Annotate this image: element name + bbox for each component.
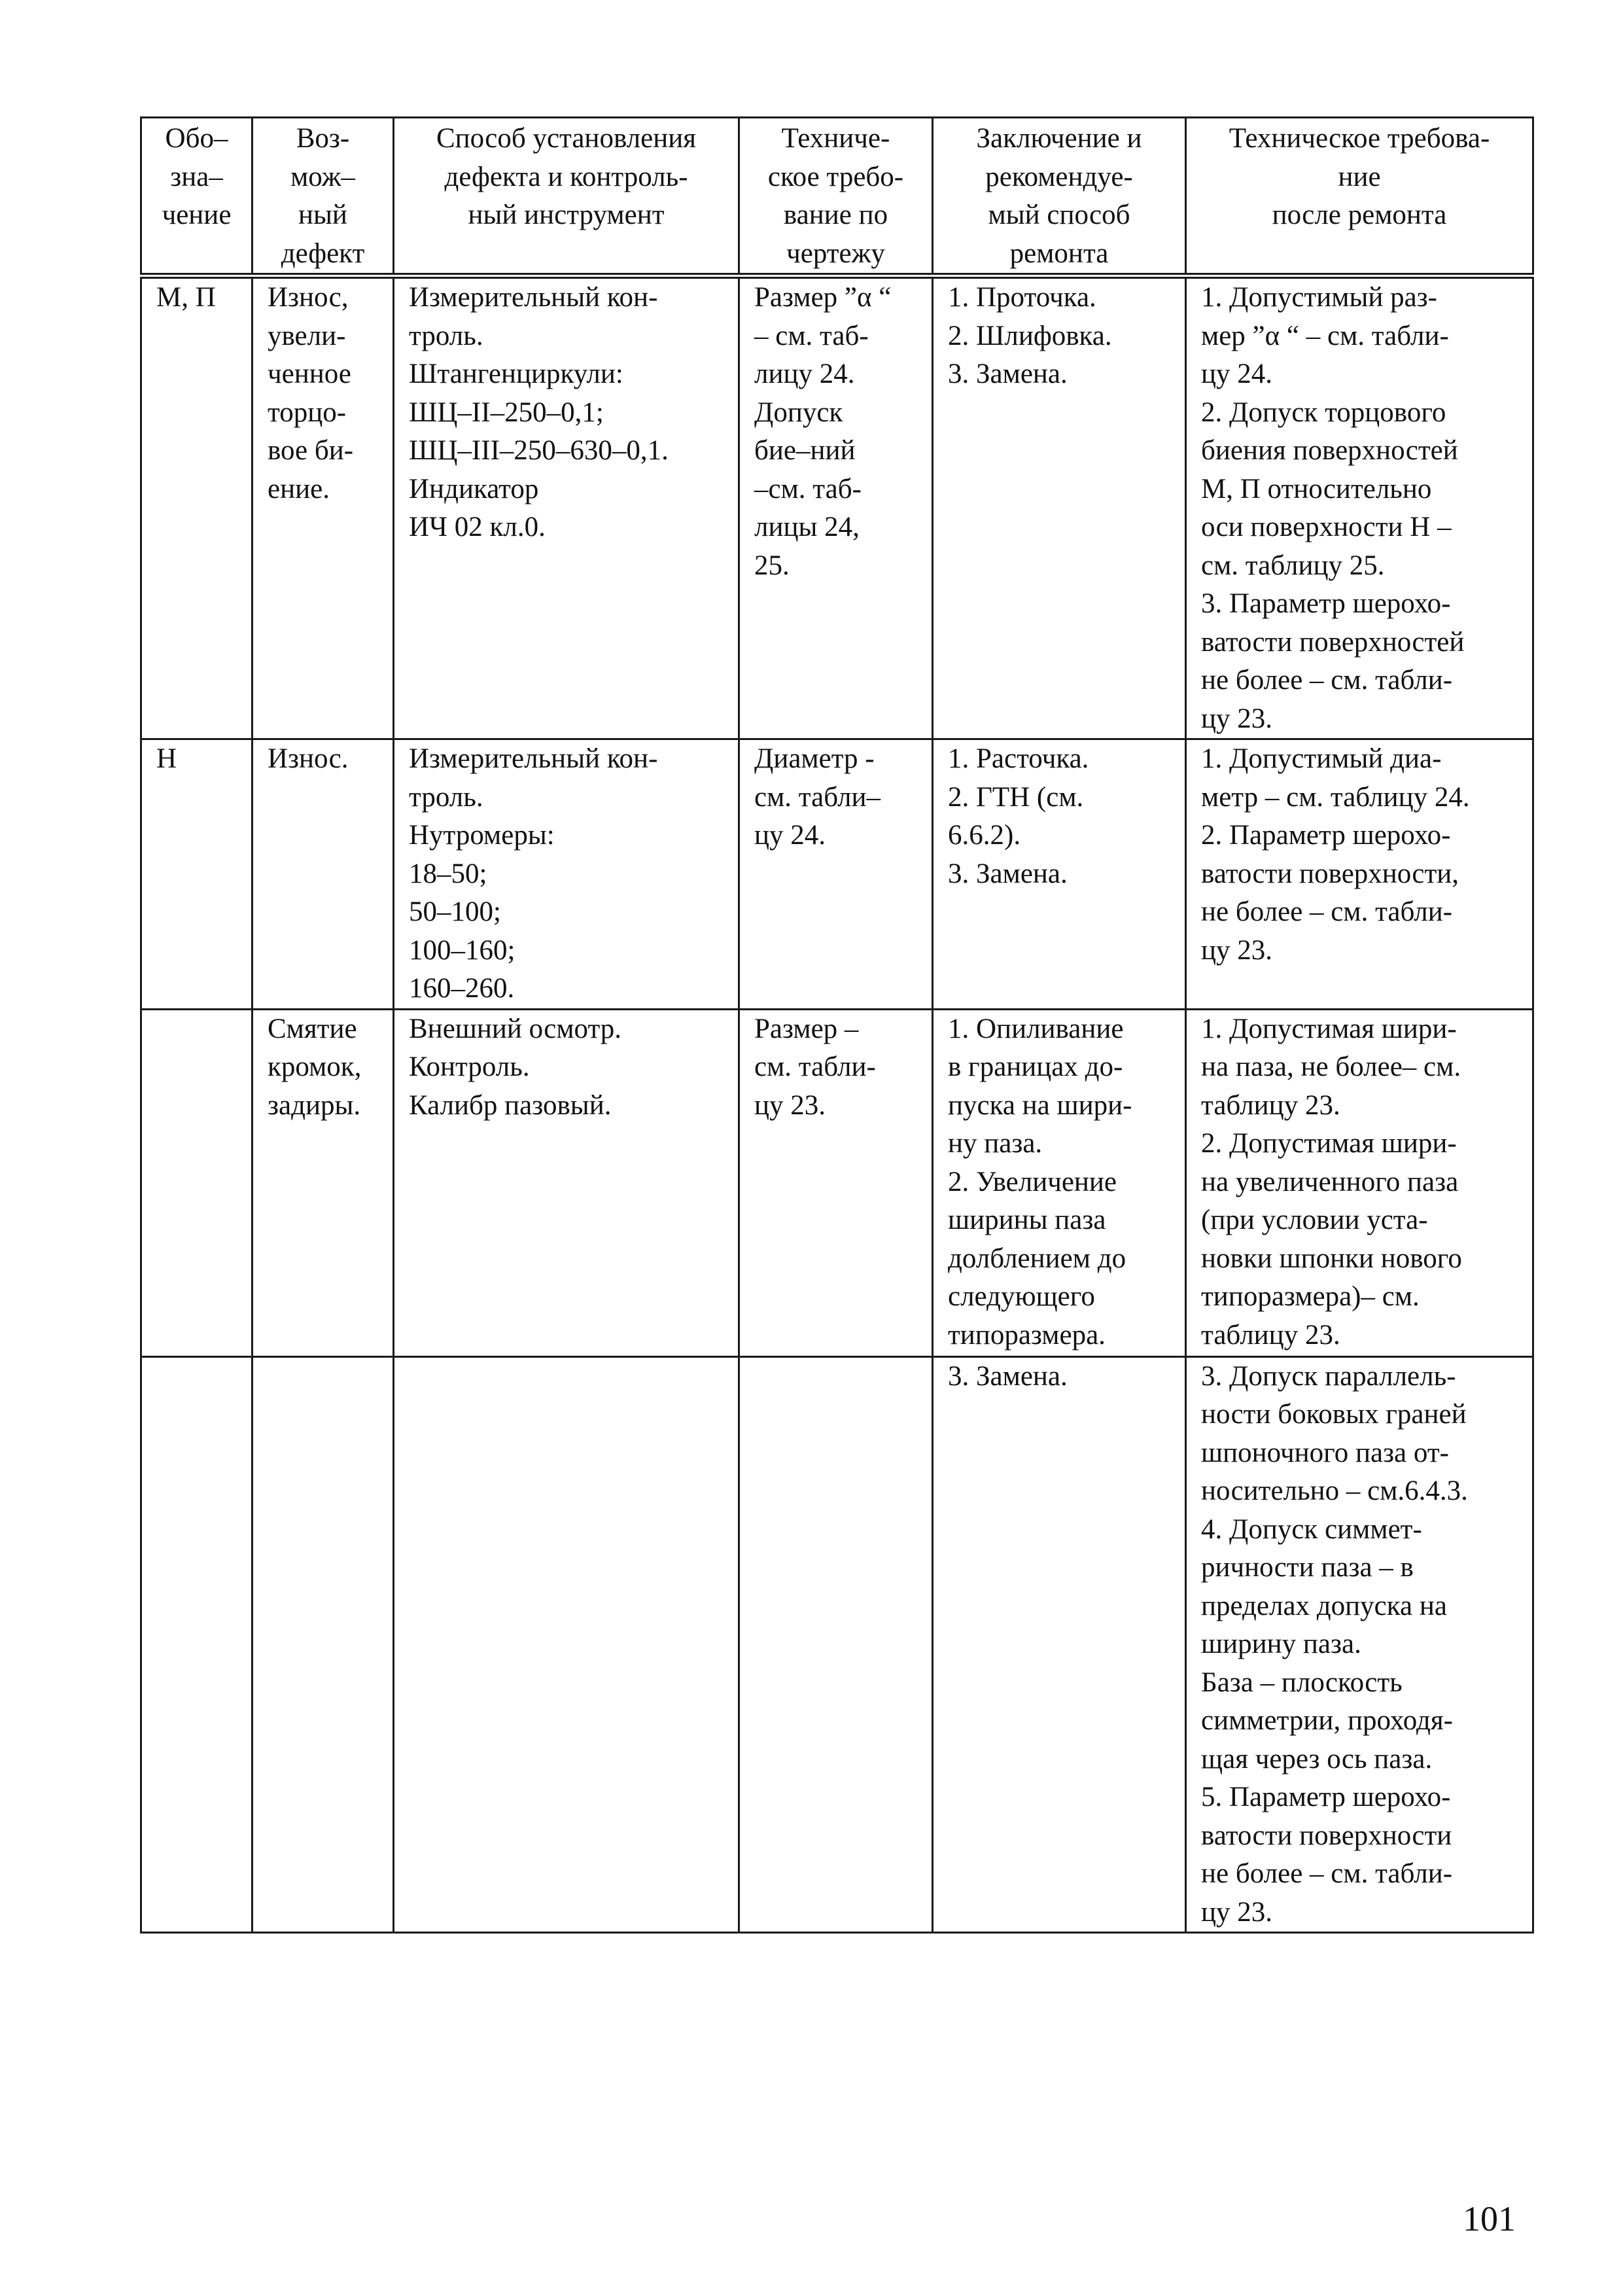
cell-after-repair: 3. Допуск параллель- ности боковых граней шпоночного паза от- носительно – см.6.4.3. 4. Допуск симмет- ричности паза – в пределах допуска на ширину паза. База – плоскость симметрии, проходя- щая через ось паза. 5. Параметр шерохо- ватости поверхности не более – см. табли- цу 23. bbox=[1186, 1356, 1533, 1933]
cell-drawing-requirement: Размер – см. табли- цу 23. bbox=[739, 1009, 933, 1356]
header-method: Способ установления дефекта и контроль- ный инструмент bbox=[394, 118, 739, 276]
cell-defect: Износ, увели- ченное торцо- вое би- ение. bbox=[253, 276, 394, 739]
cell-repair-method: 1. Опиливание в границах до- пуска на шири- ну паза. 2. Увеличение ширины паза долблением до следующего типоразмера. bbox=[933, 1009, 1186, 1356]
cell-after-repair: 1. Допустимый раз- мер ”α “ – см. табли- цу 24. 2. Допуск торцового биения поверхностей М, П относительно оси поверхности Н – см. таблицу 25. 3. Параметр шерохо- ватости поверхностей не более – см. табли- цу 23. bbox=[1186, 276, 1533, 739]
header-repair-method: Заключение и рекомендуе- мый способ ремонта bbox=[933, 118, 1186, 276]
cell-after-repair: 1. Допустимая шири- на паза, не более– см. таблицу 23. 2. Допустимая шири- на увеличенного паза (при условии уста- новки шпонки нового типоразмера)– см. таблицу 23. bbox=[1186, 1009, 1533, 1356]
cell-designation bbox=[141, 1356, 253, 1933]
cell-defect: Износ. bbox=[253, 739, 394, 1010]
page-number: 101 bbox=[1463, 2199, 1516, 2238]
table-row bbox=[141, 739, 1533, 1010]
cell-designation: Н bbox=[141, 739, 253, 1010]
cell-defect bbox=[253, 1356, 394, 1933]
cell-designation: М, П bbox=[141, 276, 253, 739]
cell-defect: Смятие кромок, задиры. bbox=[253, 1009, 394, 1356]
header-drawing-requirement: Техниче- ское требо- вание по чертежу bbox=[739, 118, 933, 276]
defect-table bbox=[140, 116, 1534, 1934]
table-row bbox=[141, 1356, 1533, 1933]
header-row bbox=[141, 118, 1533, 276]
header-designation: Обо– зна– чение bbox=[141, 118, 253, 276]
cell-designation bbox=[141, 1009, 253, 1356]
cell-method: Внешний осмотр. Контроль. Калибр пазовый. bbox=[394, 1009, 739, 1356]
header-defect: Воз- мож– ный дефект bbox=[253, 118, 394, 276]
cell-after-repair: 1. Допустимый диа- метр – см. таблицу 24. 2. Параметр шерохо- ватости поверхности, не более – см. табли- цу 23. bbox=[1186, 739, 1533, 1010]
cell-drawing-requirement bbox=[739, 1356, 933, 1933]
cell-repair-method: 1. Расточка. 2. ГТН (см. 6.6.2). 3. Замена. bbox=[933, 739, 1186, 1010]
cell-repair-method: 1. Проточка. 2. Шлифовка. 3. Замена. bbox=[933, 276, 1186, 739]
cell-method bbox=[394, 1356, 739, 1933]
table-row bbox=[141, 276, 1533, 739]
cell-drawing-requirement: Диаметр - см. табли– цу 24. bbox=[739, 739, 933, 1010]
header-after-repair: Техническое требова- ние после ремонта bbox=[1186, 118, 1533, 276]
cell-drawing-requirement: Размер ”α “ – см. таб- лицу 24. Допуск бие–ний –см. таб- лицы 24, 25. bbox=[739, 276, 933, 739]
cell-repair-method: 3. Замена. bbox=[933, 1356, 1186, 1933]
cell-method: Измерительный кон- троль. Нутромеры: 18–50; 50–100; 100–160; 160–260. bbox=[394, 739, 739, 1010]
cell-method: Измерительный кон- троль. Штангенциркули: ШЦ–II–250–0,1; ШЦ–III–250–630–0,1. Индикатор ИЧ 02 кл.0. bbox=[394, 276, 739, 739]
table-row bbox=[141, 1009, 1533, 1356]
